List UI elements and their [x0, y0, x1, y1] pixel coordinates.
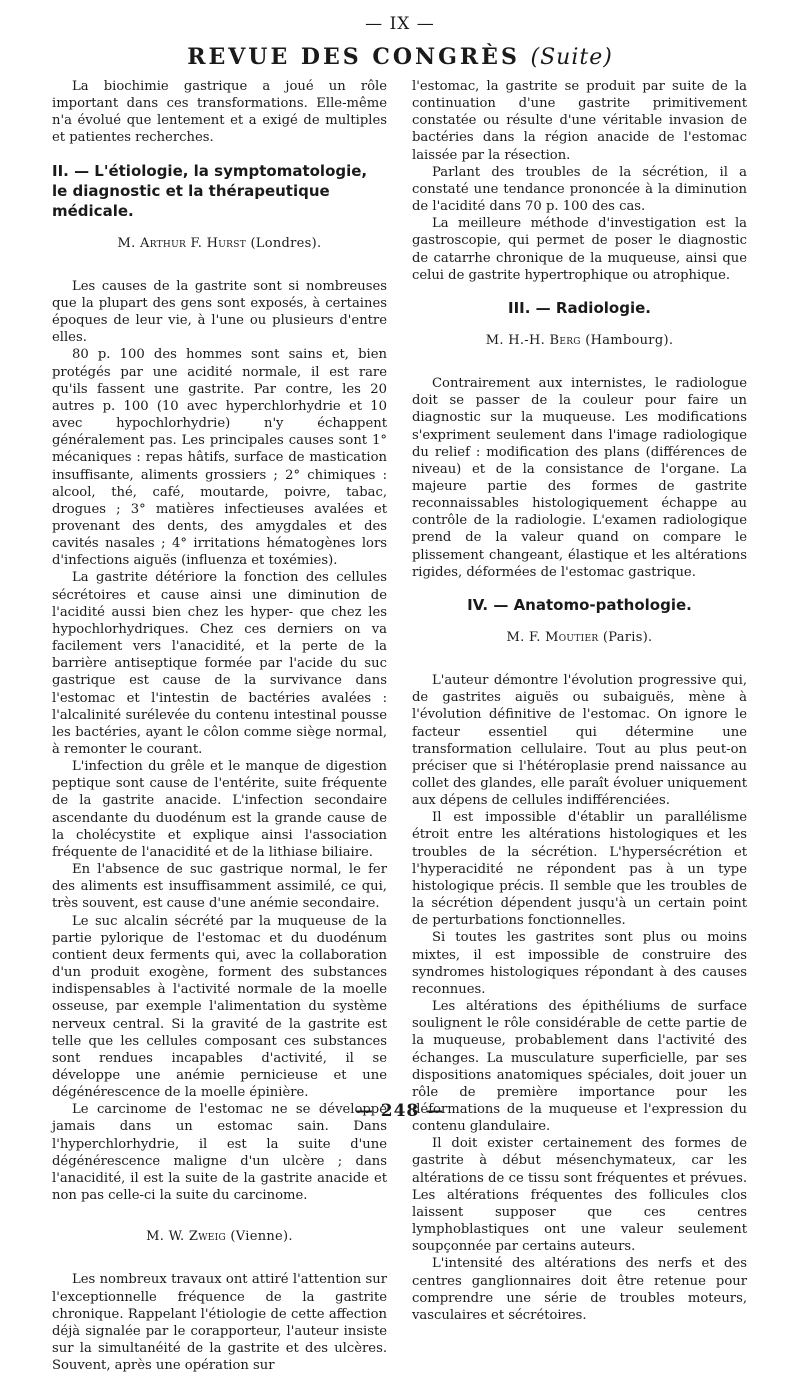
left-column — [52, 78, 387, 1374]
paragraph: l'estomac, la gastrite se produit par suite de la continuation d'une gastrite primitivement constatée ou résulte d'une véritable invasion de bactéries dans la région anacide de l'estomac laissée par la résection. — [412, 79, 747, 163]
paragraph: Il est impossible d'établir un parallélisme étroit entre les altérations histologiques et les troubles de la sécrétion. L'hypersécrétion et l'hyperacidité ne répondent pas à un type histologique précis. Il semble que les troubles de la sécrétion dépendent jusqu'à un certain point de perturbations fonctionnelles. — [412, 810, 747, 929]
paragraph: Si toutes les gastrites sont plus ou moins mixtes, il est impossible de construire des syndromes histologiques répondant à des causes reconnues. — [412, 930, 747, 997]
roman-page-number: — IX — — [365, 14, 435, 34]
author-prefix: M. H.-H. — [485, 332, 546, 348]
paragraph: Il doit exister certainement des formes de gastrite à début mésenchymateux, car les altérations de ce tissu sont fréquentes et prévues. Les altérations fréquentes des follicules clos laissent supposer que ces centres lymphoblastiques ont une valeur seulement soupçonnée par certains auteurs. — [412, 1136, 747, 1255]
author-line — [52, 1228, 387, 1245]
section-heading-etiologie: II. — L'étiologie, la symptomatologie, le diagnostic et la thérapeutique médicale. — [52, 161, 368, 220]
author-name: Zweig — [188, 1229, 226, 1245]
paragraph: L'intensité des altérations des nerfs et des centres ganglionnaires doit être retenue pour comprendre une série de troubles moteurs, vasculaires et sécrétoires. — [412, 1256, 747, 1323]
author-place: (Londres). — [250, 235, 322, 251]
author-place: (Hambourg). — [585, 332, 674, 348]
paragraph: Le suc alcalin sécrété par la muqueuse de la partie pylorique de l'estomac et du duodénum contient deux ferments qui, avec la collaboration d'un produit exogène, forment des substances indispensables à l'activité normale de la moelle osseuse, par exemple l'alimentation du système nerveux central. Si la gravité de la gastrite est telle que les cellules composant ces substances sont rendues incapables d'activité, il se développe une anémie pernicieuse et une dégénérescence de la moelle épinière. — [52, 913, 387, 1101]
author-name: Arthur F. Hurst — [140, 235, 246, 251]
paragraph: Les altérations des épithéliums de surface soulignent le rôle considérable de cette partie de la muqueuse, probablement dans l'activité des échanges. La musculature superficielle, par ses dispositions anatomiques spéciales, doit jouer un rôle de première importance pour les déformations de la muqueuse et l'expression du contenu glandulaire. — [412, 999, 747, 1135]
author-line — [52, 235, 387, 252]
author-place: (Vienne). — [230, 1229, 293, 1245]
running-title-text: REVUE DES CONGRÈS — [187, 44, 520, 70]
author-prefix: M. F. — [506, 629, 541, 645]
paragraph: Les nombreux travaux ont attiré l'attention sur l'exceptionnelle fréquence de la gastrite chronique. Rappelant l'étiologie de cette affection déjà signalée par le corapporteur, l'auteur insiste sur la simultanéité de la gastrite et des ulcères. Souvent, après une opération sur — [52, 1272, 387, 1374]
author-prefix: M. W. — [146, 1229, 185, 1245]
paragraph: Les causes de la gastrite sont si nombreuses que la plupart des gens sont exposés, à certaines époques de leur vie, à l'une ou plusieurs d'entre elles. — [52, 278, 387, 346]
paragraph: Le carcinome de l'estomac ne se développe jamais dans un estomac sain. Dans l'hyperchlorhydrie, il est la suite d'une dégénérescence maligne d'un ulcère ; dans l'anacidité, il est la suite de la gastrite anacide et non pas celle-ci la suite du carcinome. — [52, 1102, 387, 1204]
paragraph: En l'absence de suc gastrique normal, le fer des aliments est insuffisamment assimilé, ce qui, très souvent, est cause d'une anémie secondaire. — [52, 862, 387, 912]
author-line — [412, 332, 747, 349]
paragraph: Contrairement aux internistes, le radiologue doit se passer de la couleur pour faire un diagnostic sur la muqueuse. Les modifications s'expriment seulement dans l'image radiologique du relief : modification des plans (différences de niveau) et de la consistance de l'organe. La majeure partie des formes de gastrite reconnaissables histologiquement échappe au contrôle de la radiologie. L'examen radiologique prend de la valeur quand on compare le plissement changeant, élastique et les altérations rigides, déformées de l'estomac gastrique. — [412, 376, 747, 580]
right-column — [412, 78, 747, 1324]
page-number: — 248 — — [355, 1101, 445, 1121]
author-place: (Paris). — [602, 629, 653, 645]
paragraph: La biochimie gastrique a joué un rôle important dans ces transformations. Elle-même n'a évolué que lentement et a exigé de multiples et patientes recherches. — [52, 79, 387, 146]
author-name: Berg — [549, 332, 581, 348]
author-prefix: M. — [117, 235, 136, 251]
running-title-suite: (Suite) — [530, 45, 613, 70]
section-heading-radiologie: III. — Radiologie. — [508, 298, 651, 317]
author-name: Moutier — [545, 629, 599, 645]
section-heading-anatomo-pathologie: IV. — Anatomo-pathologie. — [467, 595, 692, 614]
paragraph: Parlant des troubles de la sécrétion, il a constaté une tendance prononcée à la diminution de l'acidité dans 70 p. 100 des cas. — [412, 164, 747, 215]
paragraph: La gastrite détériore la fonction des cellules sécrétoires et cause ainsi une diminution de l'acidité aussi bien chez les hyper- que chez les hypochlorhydriques. Chez ces derniers on va facilement vers l'anacidité, et la perte de la barrière antiseptique formée par l'acide du suc gastrique est cause de la survivance dans l'estomac et l'intestin de bactéries avalées : l'alcalinité surélevée du contenu intestinal pousse les bactéries, ayant le côlon comme siège normal, à remonter le courant. — [52, 570, 387, 757]
paragraph: L'infection du grêle et le manque de digestion peptique sont cause de l'entérite, suite fréquente de la gastrite anacide. L'infection secondaire ascendante du duodénum est la grande cause de la cholécystite et explique ainsi l'association fréquente de l'anacidité et de la lithiase biliaire. — [52, 759, 387, 860]
paragraph: La meilleure méthode d'investigation est la gastroscopie, qui permet de poser le diagnostic de catarrhe chronique de la muqueuse, ainsi que celui de gastrite hypertrophique ou atrophique. — [412, 216, 747, 283]
paragraph: 80 p. 100 des hommes sont sains et, bien protégés par une acidité normale, il est rare qu'ils fassent une gastrite. Par contre, les 20 autres p. 100 (10 avec hyperchlorhydrie et 10 avec hypochlorhydrie) n'y échappent généralement pas. Les principales causes sont 1° mécaniques : repas hâtifs, surface de mastication insuffisante, aliments grossiers ; 2° chimiques : alcool, thé, café, moutarde, poivre, tabac, drogues ; 3° matières infectieuses avalées et provenant des dents, des amygdales et des cavités nasales ; 4° irritations hématogènes lors d'infections aiguës (influenza et toxémies). — [52, 347, 387, 569]
running-title — [0, 44, 800, 70]
author-line — [412, 629, 747, 646]
paragraph: L'auteur démontre l'évolution progressive qui, de gastrites aiguës ou subaiguës, mène à l'évolution définitive de l'estomac. On ignore le facteur essentiel qui détermine une transformation cellulaire. Tout au plus peut-on préciser que si l'hétéroplasie prend naissance au collet des glandes, elle paraît évoluer uniquement aux dépens de cellules indifférenciées. — [412, 673, 747, 809]
